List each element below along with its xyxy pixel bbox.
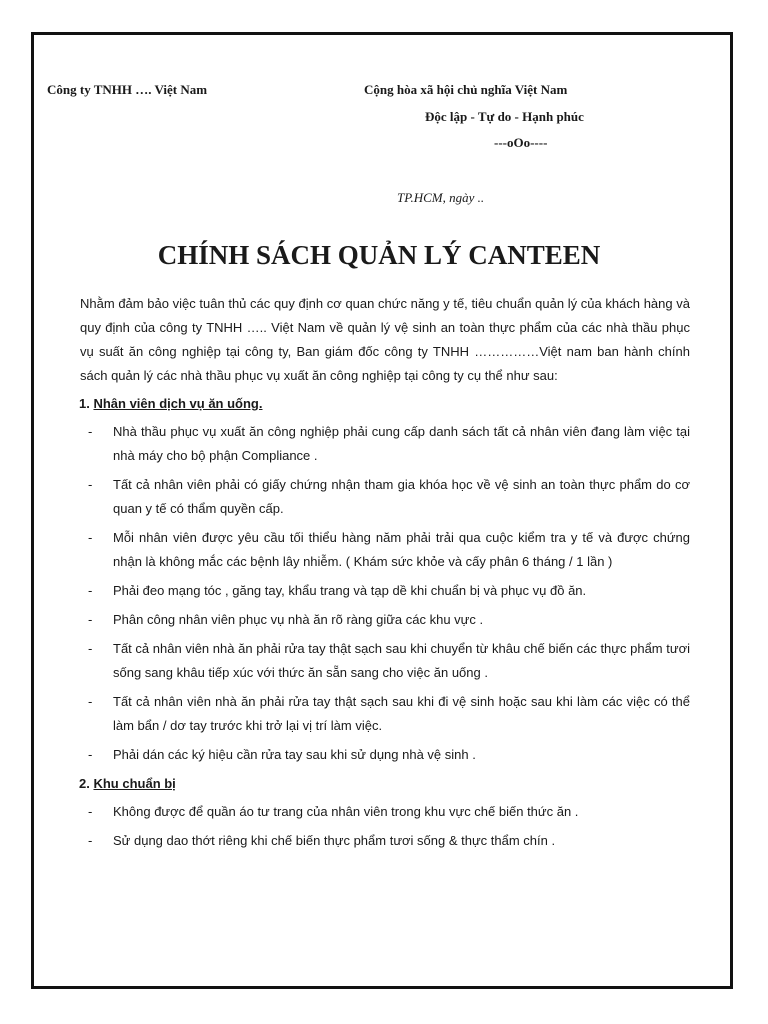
list-item <box>80 608 690 632</box>
date-line: TP.HCM, ngày .. <box>397 190 485 205</box>
bullet-dash: - <box>88 804 93 819</box>
section-2-list <box>80 800 690 853</box>
list-item <box>80 743 690 767</box>
list-item-text: Phân công nhân viên phục vụ nhà ăn rõ ràng giữa các khu vực . <box>113 612 484 627</box>
list-item <box>80 800 690 824</box>
bullet-dash: - <box>88 747 93 762</box>
section-title: Nhân viên dịch vụ ăn uống. <box>93 396 263 411</box>
bullet-dash: - <box>88 424 93 439</box>
bullet-dash: - <box>88 694 93 709</box>
section-title: Khu chuẩn bị <box>93 776 176 791</box>
list-item-text: Phải dán các ký hiệu cần rửa tay sau khi sử dụng nhà vệ sinh . <box>113 747 476 762</box>
document-body <box>80 292 690 858</box>
bullet-dash: - <box>88 530 93 545</box>
section-number: 2. <box>79 776 90 791</box>
national-title: Cộng hòa xã hội chủ nghĩa Việt Nam <box>364 82 568 97</box>
section-number: 1. <box>79 396 90 411</box>
list-item <box>80 690 690 738</box>
list-item <box>80 526 690 574</box>
list-item-text: Tất cả nhân viên nhà ăn phải rửa tay thật sạch sau khi chuyển từ khâu chế biến các thực phẩm tươi sống sang khâu tiếp xúc với thức ăn sẵn sang cho việc ăn uống . <box>113 641 690 680</box>
section-heading-2 <box>79 772 690 796</box>
bullet-dash: - <box>88 612 93 627</box>
list-item-text: Nhà thầu phục vụ xuất ăn công nghiệp phải cung cấp danh sách tất cả nhân viên đang làm việc tại nhà máy cho bộ phận Compliance . <box>113 424 690 463</box>
document-title: CHÍNH SÁCH QUẢN LÝ CANTEEN <box>157 240 601 270</box>
list-item <box>80 420 690 468</box>
bullet-dash: - <box>88 477 93 492</box>
list-item <box>80 473 690 521</box>
section-heading-1 <box>79 392 690 416</box>
header-ornament: ---oOo---- <box>494 135 548 150</box>
bullet-dash: - <box>88 833 93 848</box>
list-item <box>80 637 690 685</box>
list-item-text: Không được để quần áo tư trang của nhân viên trong khu vực chế biến thức ăn . <box>113 804 579 819</box>
list-item-text: Mỗi nhân viên được yêu cầu tối thiểu hàng năm phải trải qua cuộc kiểm tra y tế và được chứng nhận là không mắc các bệnh lây nhiễm. ( Khám sức khỏe và cấy phân 6 tháng / 1 lần ) <box>113 530 690 569</box>
bullet-dash: - <box>88 641 93 656</box>
bullet-dash: - <box>88 583 93 598</box>
list-item-text: Phải đeo mạng tóc , găng tay, khẩu trang và tạp dề khi chuẩn bị và phục vụ đồ ăn. <box>113 583 587 598</box>
national-motto: Độc lập - Tự do - Hạnh phúc <box>425 109 584 124</box>
list-item-text: Tất cả nhân viên phải có giấy chứng nhận tham gia khóa học về vệ sinh an toàn thực phẩm do cơ quan y tế có thẩm quyền cấp. <box>113 477 690 516</box>
list-item <box>80 829 690 853</box>
section-1-list <box>80 420 690 767</box>
list-item-text: Sử dụng dao thớt riêng khi chế biến thực phẩm tươi sống & thực thẩm chín . <box>113 833 556 848</box>
list-item <box>80 579 690 603</box>
intro-paragraph: Nhằm đảm bảo việc tuân thủ các quy định cơ quan chức năng y tế, tiêu chuẩn quản lý của khách hàng và quy định của công ty TNHH ….. Việt Nam về quản lý vệ sinh an toàn thực phẩm của các nhà thầu phục vụ suất ăn công nghiệp tại công ty, Ban giám đốc công ty TNHH ……………Việt nam ban hành chính sách quản lý các nhà thầu phục vụ xuất ăn công nghiệp tại công ty cụ thể như sau: <box>80 296 690 383</box>
list-item-text: Tất cả nhân viên nhà ăn phải rửa tay thật sạch sau khi đi vệ sinh hoặc sau khi làm các việc có thể làm bẩn / dơ tay trước khi trở lại vị trí làm việc. <box>113 694 690 733</box>
company-name: Công ty TNHH …. Việt Nam <box>47 82 208 97</box>
